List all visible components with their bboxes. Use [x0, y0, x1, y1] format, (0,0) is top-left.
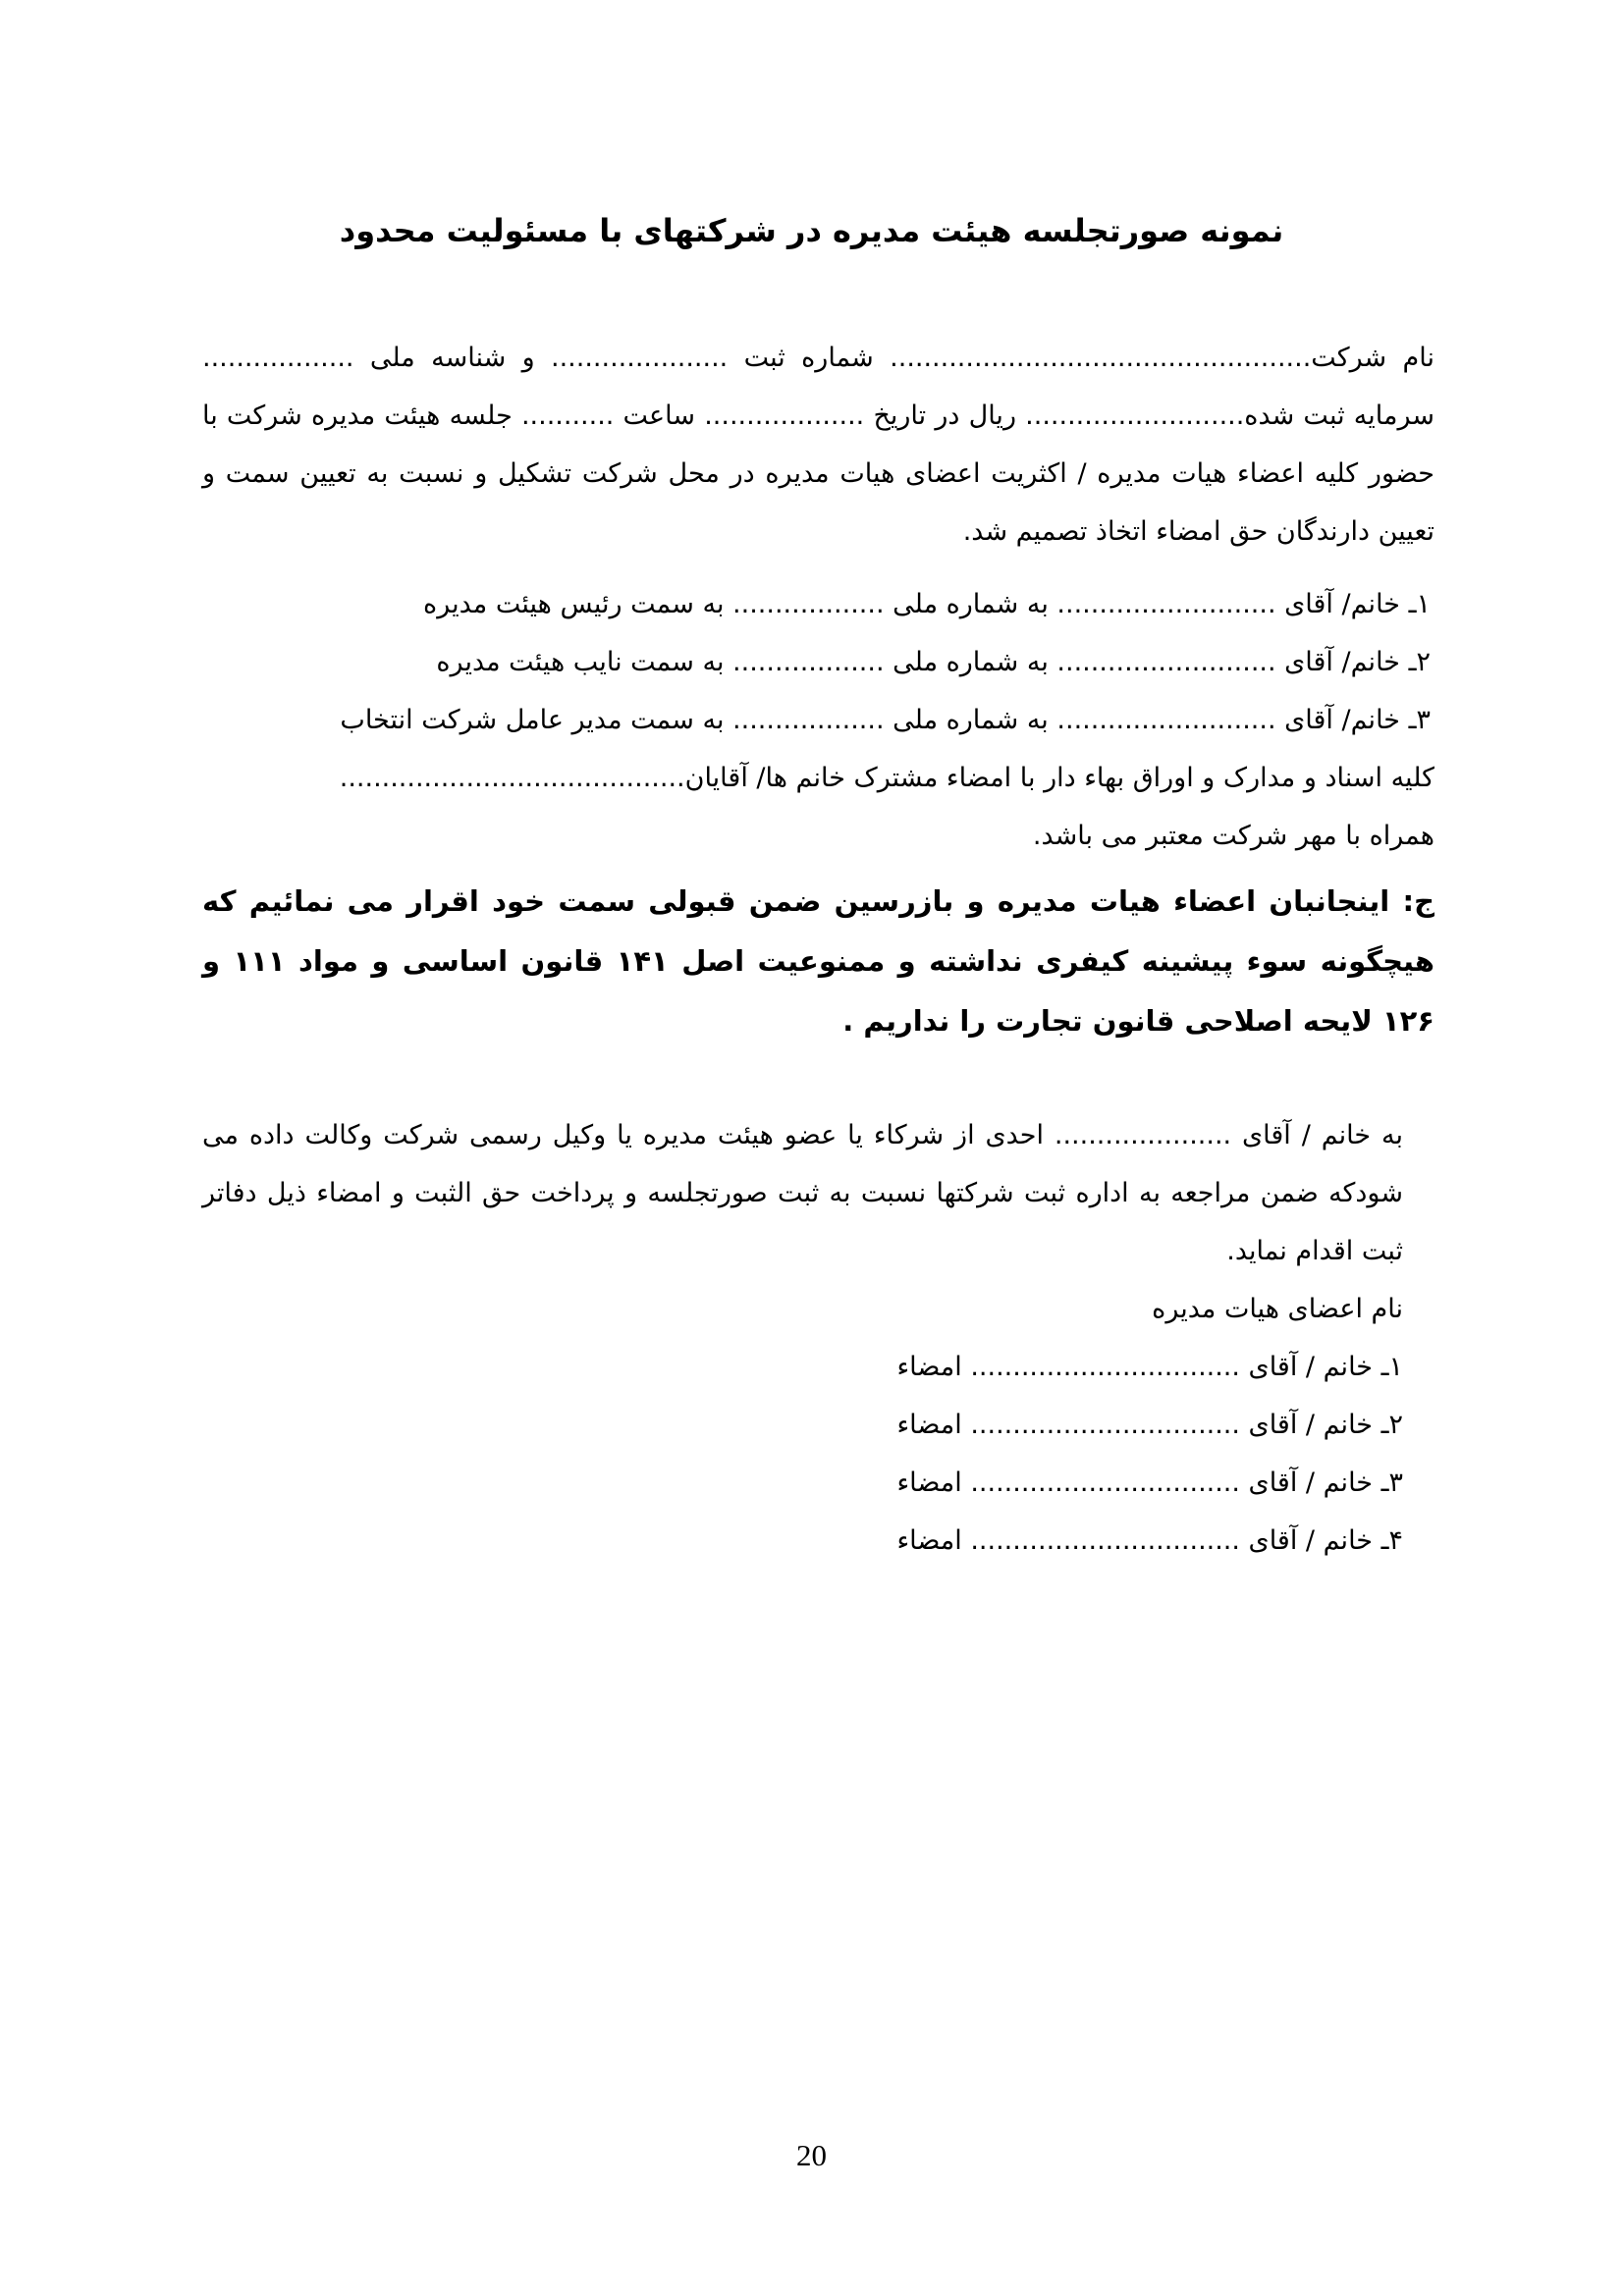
authorization-text: به خانم / آقای ..................... احدی از شرکاء یا عضو هیئت مدیره یا وکیل رسمی شرکت وکالت داده می شودکه ضمن مراجعه به اداره ثبت شرکتها نسبت به ثبت صورتجلسه و پرداخت حق الثبت و امضاء ذیل دفاتر ثبت اقدام نماید. [202, 1120, 1403, 1266]
board-members-heading: نام اعضای هیات مدیره [1152, 1294, 1403, 1324]
member-line-2: ۲ـ خانم/ آقای .......................... به شماره ملی .................. به سمت نایب هیئت مدیره [436, 647, 1431, 677]
signature-line-2: ۲ـ خانم / آقای ................................ امضاء [896, 1410, 1403, 1440]
member-line-1: ۱ـ خانم/ آقای .......................... به شماره ملی .................. به سمت رئیس هیئت مدیره [423, 589, 1431, 619]
member-line-3: ۳ـ خانم/ آقای .......................... به شماره ملی .................. به سمت مدیر عامل شرکت انتخاب [340, 705, 1431, 735]
declaration-paragraph [202, 872, 1434, 1051]
intro-paragraph-text: نام شرکت.................................................. شماره ثبت ..................... و شناسه ملی .................. سرمایه ثبت شده.......................... ریال در تاریخ ................... ساعت ........... جلسه هیئت مدیره شرکت با حضور کلیه اعضاء هیات مدیره / اکثریت اعضای هیات مدیره در محل شرکت تشکیل و نسبت به تعیین سمت و تعیین دارندگان حق امضاء اتخاذ تصمیم شد. [202, 343, 1434, 547]
stamp-validity-line: همراه با مهر شرکت معتبر می باشد. [1032, 821, 1434, 851]
intro-paragraph [202, 329, 1434, 561]
documents-signatories-line: کلیه اسناد و مدارک و اوراق بهاء دار با امضاء مشترک خانم ها/ آقایان......................................... [339, 763, 1434, 793]
page-number: 20 [796, 2138, 827, 2172]
authorization-paragraph [202, 1106, 1403, 1280]
signature-line-4: ۴ـ خانم / آقای ................................ امضاء [896, 1525, 1403, 1556]
signature-line-3: ۳ـ خانم / آقای ................................ امضاء [896, 1468, 1403, 1498]
signature-line-1: ۱ـ خانم / آقای ................................ امضاء [896, 1352, 1403, 1382]
document-title: نمونه صورتجلسه هیئت مدیره در شرکتهای با مسئولیت محدود [339, 212, 1284, 249]
declaration-text: ج: اینجانبان اعضاء هیات مدیره و بازرسین ضمن قبولی سمت خود اقرار می نمائیم که هیچگونه سوء پیشینه کیفری نداشته و ممنوعیت اصل ۱۴۱ قانون اساسی و مواد ۱۱۱ و ۱۲۶ لایحه اصلاحی قانون تجارت را نداریم . [202, 884, 1434, 1038]
